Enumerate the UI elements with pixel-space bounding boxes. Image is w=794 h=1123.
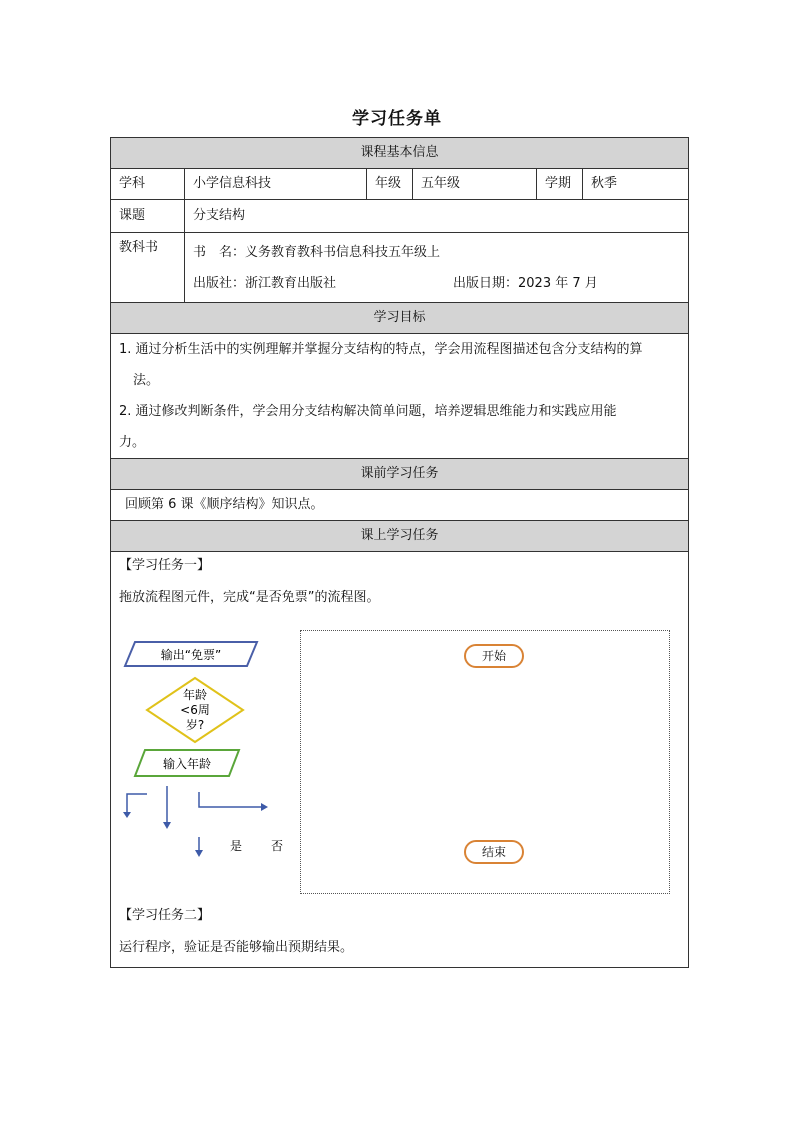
subject-label: 学科 xyxy=(111,169,185,200)
topic-value: 分支结构 xyxy=(185,200,689,233)
flowchart-drop-canvas[interactable] xyxy=(300,630,670,894)
task2-description: 运行程序，验证是否能够输出预期结果。 xyxy=(119,940,354,955)
decision-line-1: 年龄 xyxy=(182,688,208,702)
task1-description: 拖放流程图元件，完成“是否免票”的流程图。 xyxy=(119,590,380,605)
decision-diamond[interactable] xyxy=(147,678,243,742)
start-terminal[interactable]: 开始 xyxy=(464,644,524,668)
output-parallelogram[interactable] xyxy=(125,642,257,666)
task2-title: 【学习任务二】 xyxy=(119,908,211,923)
section-class-header: 课上学习任务 xyxy=(111,521,689,552)
output-label: 输出“免票” xyxy=(160,648,222,662)
goal-2-line1: 2. 通过修改判断条件，学会用分支结构解决简单问题，培养逻辑思维能力和实践应用能 xyxy=(119,404,617,419)
no-label[interactable]: 否 xyxy=(270,839,284,853)
textbook-label: 教科书 xyxy=(111,233,185,303)
long-down-arrow[interactable] xyxy=(163,786,171,829)
topic-label: 课题 xyxy=(111,200,185,233)
right-elbow-arrow[interactable] xyxy=(199,792,268,811)
publisher: 出版社：浙江教育出版社 xyxy=(193,275,337,291)
task-sheet-table xyxy=(110,137,689,968)
page-title: 学习任务单 xyxy=(352,109,442,129)
goal-2-line2: 力。 xyxy=(119,435,146,450)
decision-line-2: <6周 xyxy=(180,703,210,717)
section-basic-header: 课程基本信息 xyxy=(111,138,689,169)
goal-1-line1: 1. 通过分析生活中的实例理解并掌握分支结构的特点，学会用流程图描述包含分支结构的算 xyxy=(119,342,643,357)
decision-line-3: 岁? xyxy=(185,718,205,732)
grade-label: 年级 xyxy=(367,169,413,200)
short-down-arrow[interactable] xyxy=(195,837,203,857)
textbook-info xyxy=(185,233,689,303)
goal-1-line2: 法。 xyxy=(133,373,160,388)
task1-title: 【学习任务一】 xyxy=(119,558,211,573)
section-pre-header: 课前学习任务 xyxy=(111,459,689,490)
flowchart-palette xyxy=(123,632,303,872)
goals-cell xyxy=(111,334,689,459)
subject-value: 小学信息科技 xyxy=(185,169,367,200)
elbow-arrow[interactable] xyxy=(123,794,147,818)
input-label: 输入年龄 xyxy=(162,757,212,771)
section-goals-header: 学习目标 xyxy=(111,303,689,334)
input-parallelogram[interactable] xyxy=(135,750,239,776)
publisher-row xyxy=(193,268,680,299)
book-name: 书 名：义务教育教科书信息科技五年级上 xyxy=(193,244,441,260)
yes-label[interactable]: 是 xyxy=(229,839,243,853)
pre-task: 回顾第 6 课《顺序结构》知识点。 xyxy=(111,490,689,521)
term-value: 秋季 xyxy=(583,169,689,200)
class-tasks-cell xyxy=(111,552,689,968)
publish-date: 出版日期：2023 年 7 月 xyxy=(453,275,598,291)
term-label: 学期 xyxy=(537,169,583,200)
end-terminal[interactable]: 结束 xyxy=(464,840,524,864)
grade-value: 五年级 xyxy=(413,169,537,200)
